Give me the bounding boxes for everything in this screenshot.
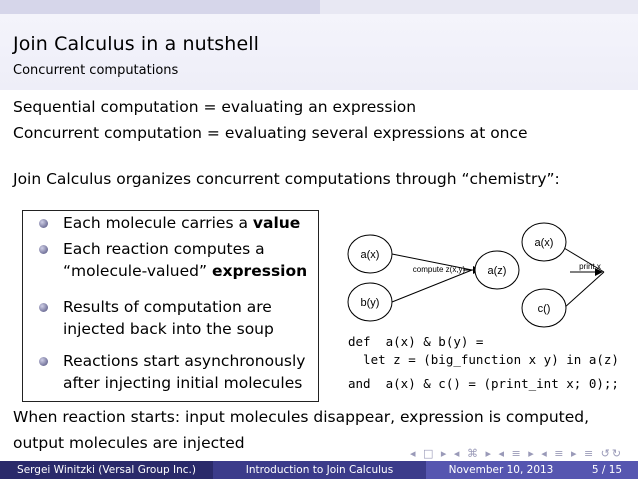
footer-page-number: 5 / 15 (576, 461, 638, 479)
bullet-item-2 (63, 238, 307, 282)
footer-bar (0, 461, 638, 479)
intro-line-3: Join Calculus organizes concurrent computations through “chemistry”: (13, 170, 560, 188)
beamer-navigation-icons[interactable]: ◂ □ ▸ ◂ ⌘ ▸ ◂ ≡ ▸ ◂ ≡ ▸ ≡ ↺↻ (410, 447, 624, 460)
conclusion-line-2: output molecules are injected (13, 434, 245, 452)
top-bar-segment-left (0, 0, 320, 14)
node-label: c() (537, 303, 551, 315)
code-line-1: def a(x) & b(y) = (348, 334, 484, 349)
slide-subtitle: Concurrent computations (13, 63, 179, 78)
bullet-item-4 (63, 350, 305, 394)
conclusion-line-1: When reaction starts: input molecules disappear, expression is computed, (13, 408, 590, 426)
bullet-icon (39, 219, 48, 228)
bullet-icon (39, 245, 48, 254)
bullet-bold-text: expression (211, 262, 308, 280)
reaction-diagram (330, 222, 630, 332)
node-label: a(x) (534, 237, 554, 249)
slide-title: Join Calculus in a nutshell (13, 33, 259, 55)
top-navigation-bar (0, 0, 638, 14)
footer-date: November 10, 2013 (426, 461, 576, 479)
code-line-2: let z = (big_function x y) in a(z) (348, 352, 619, 367)
intro-line-1: Sequential computation = evaluating an expression (13, 98, 417, 116)
bullet-text-line2: “molecule-valued” (63, 262, 212, 280)
bullet-icon (39, 303, 48, 312)
bullet-text-line2: after injecting initial molecules (63, 374, 303, 392)
edge-label: compute z(x,y) (412, 265, 466, 274)
bullet-icon (39, 357, 48, 366)
footer-author: Sergei Winitzki (Versal Group Inc.) (0, 461, 213, 479)
node-label: a(z) (487, 265, 507, 277)
bullet-text-line2: injected back into the soup (63, 320, 274, 338)
intro-line-2: Concurrent computation = evaluating several expressions at once (13, 124, 528, 142)
footer-talk-title: Introduction to Join Calculus (213, 461, 426, 479)
bullet-item-3 (63, 296, 274, 340)
bullet-text: Reactions start asynchronously (63, 352, 306, 370)
node-label: a(x) (360, 249, 380, 261)
bullet-text: Each reaction computes a (63, 240, 265, 258)
edge-label: print x (579, 262, 601, 271)
diagram-edge (392, 270, 472, 302)
node-label: b(y) (360, 297, 380, 309)
code-line-3: and a(x) & c() = (print_int x; 0);; (348, 376, 619, 391)
bullet-text: Each molecule carries a (63, 214, 253, 232)
bullet-bold-text: value (252, 214, 301, 232)
bullet-item-1 (63, 212, 300, 234)
bullet-text: Results of computation are (63, 298, 272, 316)
diagram-edge (564, 272, 604, 308)
